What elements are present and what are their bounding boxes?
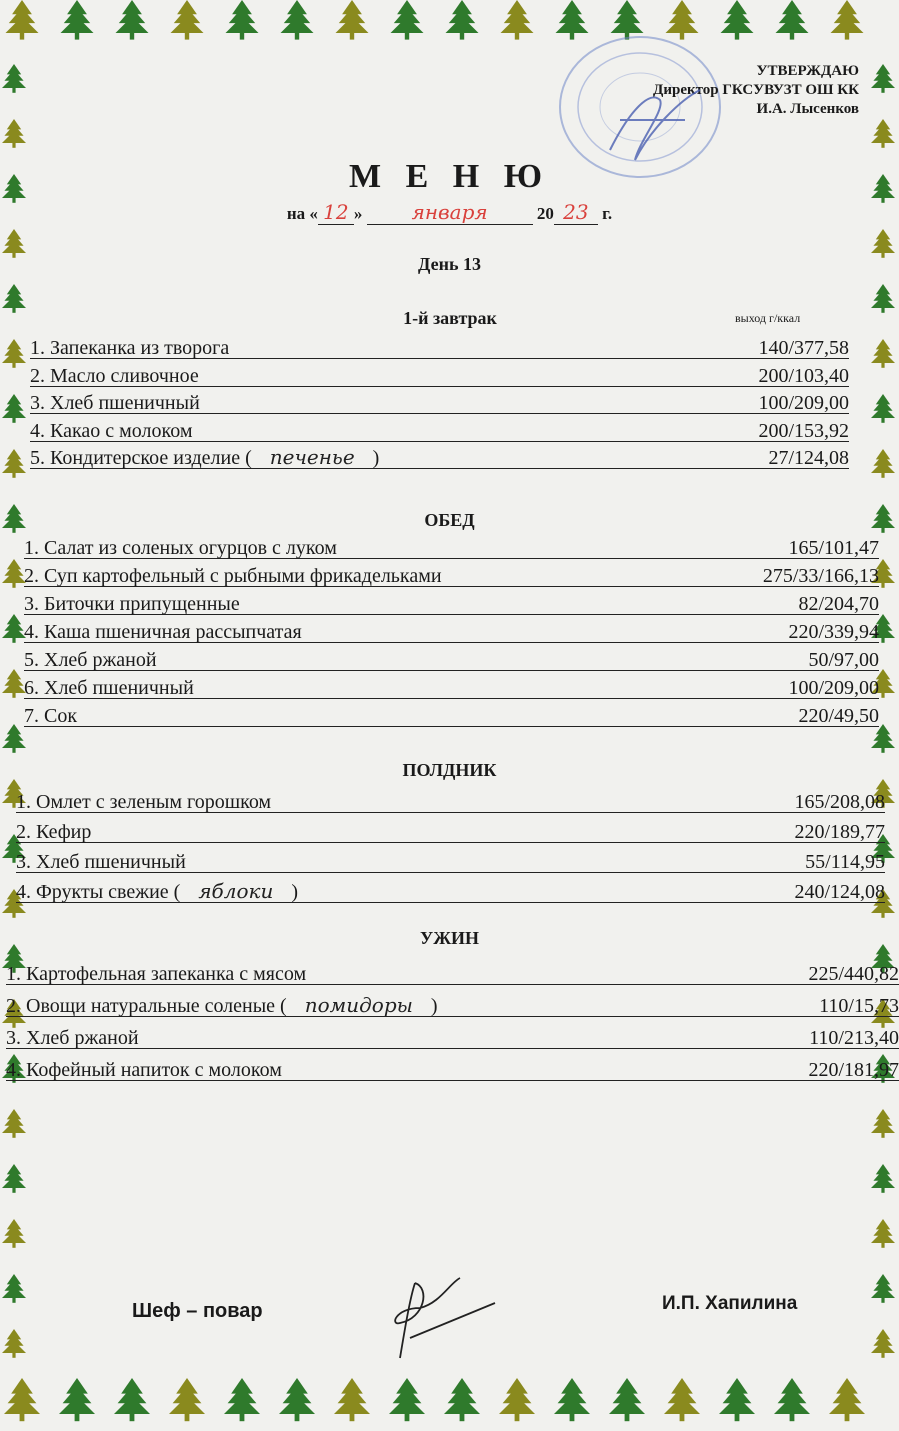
approval-line1: УТВЕРЖДАЮ — [756, 63, 859, 79]
yield-label: выход г/ккал — [735, 311, 801, 325]
chef-name: И.П. Хапилина — [662, 1293, 798, 1314]
tree-icon — [2, 1164, 26, 1193]
tree-icon — [391, 0, 424, 40]
tree-icon — [2, 614, 26, 643]
menu-item-name — [6, 963, 306, 986]
menu-item-label: 6. Хлеб пшеничный — [24, 677, 194, 699]
date-year-prefix: 20 — [536, 204, 554, 223]
menu-item-name — [24, 649, 157, 672]
menu-item-row — [16, 874, 885, 903]
tree-icon — [2, 1329, 26, 1358]
menu-item-yield-value: 100/209,00 — [788, 677, 879, 699]
tree-icon — [871, 449, 895, 478]
menu-item-name — [24, 621, 302, 644]
menu-item-name — [6, 1059, 282, 1082]
menu-item-label: 4. Фрукты свежие ( — [16, 881, 181, 903]
page-title: М Е Н Ю — [349, 158, 550, 195]
menu-item-label: 1. Салат из соленых огурцов с луком — [24, 537, 337, 559]
menu-item-label: 7. Сок — [24, 705, 78, 727]
tree-icon — [116, 0, 149, 40]
menu-item-name — [16, 851, 186, 874]
menu-item-yield-value: 140/377,58 — [758, 337, 849, 359]
menu-item-name — [24, 537, 337, 560]
tree-icon — [2, 669, 26, 698]
tree-icon — [226, 0, 259, 40]
section-title: ПОЛДНИК — [402, 760, 497, 780]
tree-icon — [2, 64, 26, 93]
menu-item-row — [24, 670, 879, 699]
menu-item-label: 2. Кефир — [16, 821, 92, 843]
menu-item-row — [24, 530, 879, 559]
menu-item-yield-value: 200/103,40 — [758, 364, 849, 387]
tree-icon — [334, 1378, 370, 1421]
tree-icon — [2, 1219, 26, 1248]
date-day: 12 — [323, 200, 349, 224]
menu-item-name — [16, 821, 91, 844]
menu-item-yield-value: 165/208,08 — [794, 791, 885, 813]
tree-icon — [831, 0, 864, 40]
tree-icon — [2, 284, 26, 313]
tree-icon — [61, 0, 94, 40]
menu-item-label: 3. Хлеб пшеничный — [16, 851, 186, 873]
tree-icon — [2, 1109, 26, 1138]
menu-item-row — [24, 698, 879, 727]
menu-item-row — [30, 330, 849, 359]
approval-line3: И.А. Лысенков — [756, 101, 859, 117]
tree-icon — [499, 1378, 535, 1421]
menu-item-name — [24, 565, 442, 588]
menu-item-row — [24, 586, 879, 615]
menu-item-name — [24, 677, 194, 700]
menu-item-row — [24, 642, 879, 671]
menu-item-yield-value: 27/124,08 — [768, 447, 849, 469]
menu-item-handwritten-note: помидоры — [304, 993, 413, 1017]
tree-icon — [2, 339, 26, 368]
tree-icon — [871, 284, 895, 313]
menu-item-yield-value: 220/189,77 — [794, 821, 885, 843]
menu-item-label: 1. Омлет с зеленым горошком — [16, 791, 272, 813]
menu-item-label: 2. Суп картофельный с рыбными фрикадельками — [24, 565, 442, 587]
tree-icon — [446, 0, 479, 40]
menu-item-yield-value: 165/101,47 — [788, 537, 879, 559]
tree-icon — [776, 0, 809, 40]
tree-icon — [871, 724, 895, 753]
date-prefix: на « — [286, 204, 318, 223]
menu-item-row — [30, 440, 849, 469]
tree-icon — [871, 1274, 895, 1303]
menu-item-label: 4. Кофейный напиток с молоком — [6, 1059, 282, 1081]
menu-item-label: 1. Картофельная запеканка с мясом — [6, 963, 307, 985]
section-title: 1-й завтрак — [403, 308, 497, 328]
date-month: января — [411, 200, 488, 224]
menu-item-row — [30, 358, 849, 387]
chef-signature — [370, 1268, 500, 1368]
tree-icon — [554, 1378, 590, 1421]
menu-item-yield-value: 220/339,94 — [788, 621, 879, 643]
chef-label: Шеф – повар — [132, 1300, 263, 1322]
tree-icon — [2, 724, 26, 753]
menu-item-row — [16, 784, 885, 813]
menu-item-bracket: ) — [372, 447, 380, 469]
menu-item-bracket: ) — [291, 881, 299, 903]
menu-item-row — [24, 614, 879, 643]
menu-item-name — [6, 1027, 139, 1050]
tree-icon — [871, 339, 895, 368]
menu-item-row — [30, 413, 849, 442]
tree-icon — [721, 0, 754, 40]
menu-item-name — [24, 705, 77, 728]
date-year: 23 — [563, 200, 589, 224]
tree-icon — [2, 449, 26, 478]
tree-icon — [871, 1164, 895, 1193]
tree-icon — [171, 0, 204, 40]
menu-item-label: 4. Каша пшеничная рассыпчатая — [24, 621, 302, 643]
menu-item-row — [6, 1052, 899, 1081]
menu-item-yield-value: 220/181,97 — [808, 1059, 899, 1081]
tree-icon — [2, 394, 26, 423]
tree-icon — [2, 119, 26, 148]
date-mid: » — [353, 204, 363, 223]
tree-icon — [609, 1378, 645, 1421]
tree-icon — [871, 1329, 895, 1358]
menu-item-label: 3. Хлеб пшеничный — [30, 392, 200, 414]
menu-item-row — [6, 988, 899, 1017]
menu-item-yield-value: 200/153,92 — [758, 419, 849, 442]
tree-icon — [871, 1109, 895, 1138]
menu-item-label: 3. Хлеб ржаной — [6, 1027, 139, 1049]
menu-item-row — [6, 1020, 899, 1049]
menu-item-bracket: ) — [430, 995, 438, 1017]
menu-item-label: 5. Кондитерское изделие ( — [30, 447, 252, 469]
tree-icon — [719, 1378, 755, 1421]
tree-icon — [336, 0, 369, 40]
menu-item-name — [16, 879, 298, 904]
tree-icon — [2, 559, 26, 588]
tree-icon — [871, 119, 895, 148]
tree-icon — [6, 0, 39, 40]
tree-icon — [114, 1378, 150, 1421]
tree-icon — [389, 1378, 425, 1421]
menu-item-name — [6, 993, 438, 1018]
menu-item-label: 5. Хлеб ржаной — [24, 649, 157, 671]
menu-item-row — [6, 956, 899, 985]
section-title: ОБЕД — [424, 510, 475, 530]
menu-item-yield-value: 55/114,95 — [805, 851, 885, 873]
menu-item-row — [30, 385, 849, 414]
tree-icon — [871, 394, 895, 423]
menu-item-yield-value: 275/33/166,13 — [762, 565, 879, 587]
tree-icon — [59, 1378, 95, 1421]
menu-item-name — [30, 445, 379, 470]
menu-item-yield-value: 240/124,08 — [794, 881, 885, 903]
tree-icon — [2, 1274, 26, 1303]
menu-item-label: 3. Биточки припущенные — [24, 593, 240, 615]
menu-item-row — [16, 844, 885, 873]
menu-item-label: 4. Какао с молоком — [30, 419, 193, 442]
tree-icon — [501, 0, 534, 40]
director-signature — [590, 70, 710, 170]
tree-icon — [871, 1219, 895, 1248]
tree-icon — [444, 1378, 480, 1421]
menu-item-label: 2. Масло сливочное — [30, 364, 199, 387]
tree-icon — [774, 1378, 810, 1421]
menu-item-handwritten-note: печенье — [269, 445, 355, 469]
tree-icon — [829, 1378, 865, 1421]
day-label: День 13 — [418, 254, 481, 274]
tree-icon — [281, 0, 314, 40]
menu-item-yield-value: 110/15,73 — [819, 995, 899, 1017]
menu-item-yield-value: 50/97,00 — [808, 649, 879, 671]
menu-item-name — [16, 791, 271, 814]
menu-item-name — [24, 593, 240, 616]
menu-item-label: 1. Запеканка из творога — [30, 337, 230, 359]
section-title: УЖИН — [419, 928, 479, 948]
tree-icon — [4, 1378, 40, 1421]
tree-icon — [224, 1378, 260, 1421]
menu-item-row — [16, 814, 885, 843]
tree-icon — [871, 64, 895, 93]
menu-item-handwritten-note: яблоки — [198, 879, 274, 903]
approval-line2: Директор ГКСУВУЗТ ОШ КК — [653, 82, 859, 98]
menu-item-yield-value: 110/213,40 — [809, 1027, 899, 1049]
menu-item-yield-value: 225/440,82 — [808, 963, 899, 985]
menu-item-label: 2. Овощи натуральные соленые ( — [6, 995, 287, 1017]
date-line — [0, 200, 899, 225]
menu-item-yield-value: 100/209,00 — [758, 392, 849, 414]
tree-icon — [169, 1378, 205, 1421]
tree-icon — [279, 1378, 315, 1421]
menu-item-yield-value: 82/204,70 — [798, 593, 879, 615]
menu-item-row — [24, 558, 879, 587]
date-suffix: г. — [602, 204, 613, 223]
tree-icon — [664, 1378, 700, 1421]
menu-item-yield-value: 220/49,50 — [798, 705, 879, 727]
